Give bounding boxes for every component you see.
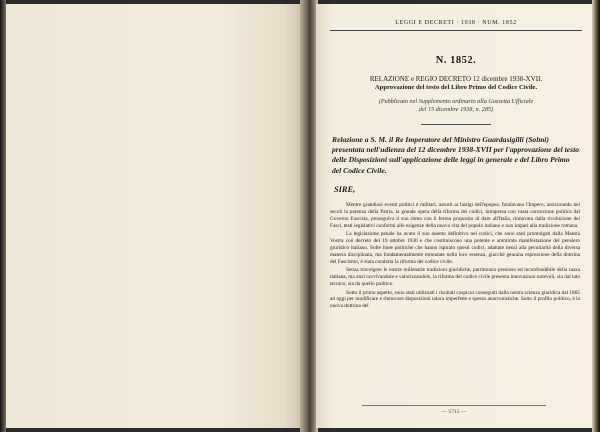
publication-note-line-2: del 15 dicembre 1938, n. 285): [418, 105, 494, 113]
left-blank-page: [6, 4, 302, 428]
publication-note-line-1: (Pubblicato nel Supplemento ordinario alla Gazzetta Ufficiale: [378, 97, 534, 105]
page-content: [330, 12, 582, 312]
running-head: LEGGI E DECRETI · 1938 · NUM. 1852: [395, 20, 517, 26]
section-separator: [421, 124, 491, 125]
paragraph: Sotto il primo aspetto, sono stati utilizzati i risultati cospicui conseguiti dalla nostra scienza giuridica dal 1865 ad oggi per modificare e rinnovare disposizioni talora imperfette e spesso anacronistiche. Sotto il profilo politico, è la nuova dottrina del: [330, 289, 580, 310]
paragraph: Mentre grandiosi eventi politici e militari, assurti ai fastigi dell'epopea, fondavano l'Impero, assicurando nei secoli la potenza della Patria, la grande opera della riforma dei codici, intrapresa con vasta concezione politica dal Governo Fascista, proseguiva il suo ritmo con il fermo proposito di dare all'Italia, rinnovata dalla rivoluzione dei Fasci, testi legislativi conformi alle esigenze della nuova vita del popolo italiano e non impari alla tradizione romana.: [330, 202, 580, 229]
publication-note: [330, 98, 582, 114]
salutation: SIRE,: [334, 185, 356, 195]
report-title: Relazione a S. M. il Re Imperatore del Ministro Guardasigilli (Solmi) presentata nell'udienza del 12 dicembre 1938-XVII per l'approvazione del testo delle Disposizioni sull'applicazione delle leggi in generale e del Libro Primo del Codice Civile.: [332, 134, 580, 175]
running-head-rule: [330, 30, 582, 31]
paragraph: La legislazione penale ha avuto il suo assetto definitivo nei codici, che sono stati promulgati dalla Maestà Vostra con decreto del 19 ottobre 1930 e che costituiscono una potente e ammirata manifestazione del pensiero giuridico italiano. Sulle linee politiche che hanno ispirato questi codici, adattate bensì alla peculiarità della diversa materia disciplinata, ma fondamentalmente immutate nella loro essenza, giacché genuina espressione della dottrina del Fascismo, è stata condotta la riforma del codice civile.: [330, 231, 580, 265]
decree-subject: Approvazione del testo del Libro Primo del Codice Civile.: [374, 84, 538, 91]
paragraph: Senza travolgere le nostre millenarie tradizioni giuridiche, patrimonio prezioso ed inconfondibile della razza italiana, ma anzi ravvivandole e valorizzandole, la riforma del codice civile presenta innovazioni notevoli, sia dal lato tecnico, sia da quello politico.: [330, 267, 580, 287]
right-book-edge: [592, 0, 600, 432]
decree-number: N. 1852.: [435, 55, 477, 66]
folio-rule: [362, 405, 546, 406]
body-text: [330, 202, 582, 310]
decree-title: RELAZIONE e REGIO DECRETO 12 dicembre 1938-XVII.: [369, 75, 543, 83]
page-number: — 5715 —: [441, 409, 467, 415]
